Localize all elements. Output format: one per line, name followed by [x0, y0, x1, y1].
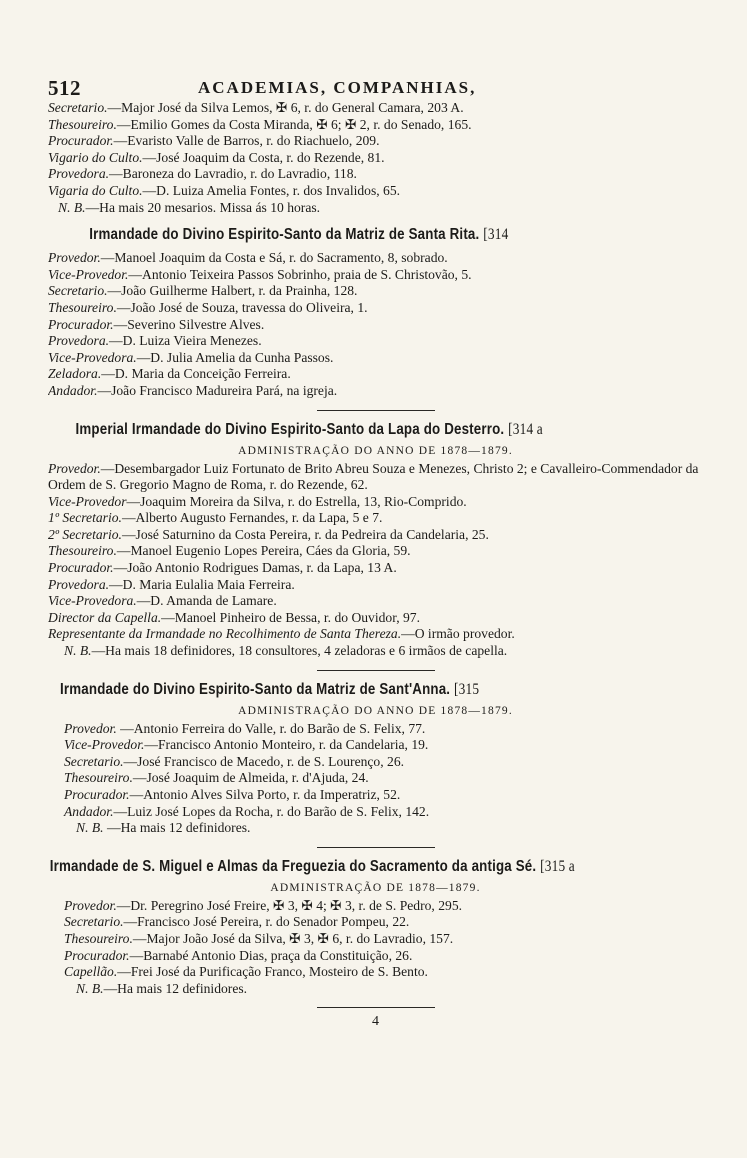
entry-text: —D. Luiza Amelia Fontes, r. dos Invalidos, 65.: [142, 182, 401, 198]
section-lapa-do-desterro: [48, 421, 703, 671]
entry-text: —Manoel Pinheiro de Bessa, r. do Ouvidor, 97.: [161, 609, 420, 625]
entry-line: [48, 964, 703, 981]
entry-role: Provedor.: [48, 250, 101, 266]
entry-role: Provedora.: [48, 333, 110, 349]
entry-role: Vice-Provedor.: [48, 266, 129, 282]
section-heading-text: Imperial Irmandade do Divino Espirito-Santo da Lapa do Desterro.: [75, 420, 505, 438]
section-heading: [48, 681, 611, 699]
entry-role: Provedor.: [64, 720, 117, 736]
entry-text: —Baroneza do Lavradio, r. do Lavradio, 118.: [109, 166, 357, 182]
entry-text: —Manoel Eugenio Lopes Pereira, Cáes da Gloria, 59.: [116, 543, 411, 559]
note-role: N. B.: [58, 199, 86, 215]
entry-role: Capellão.: [64, 964, 118, 980]
section-subheading: ADMINISTRAÇÃO DO ANNO DE 1878—1879.: [238, 704, 513, 717]
entry-text: —Severino Silvestre Alves.: [113, 316, 265, 332]
signature-mark: 4: [372, 1014, 379, 1030]
entry-role: Thesoureiro.: [48, 116, 117, 132]
entry-line: [48, 350, 703, 367]
entry-text: —D. Luiza Vieira Menezes.: [109, 333, 262, 349]
entry-text: —Francisco José Pereira, r. do Senador Pompeu, 22.: [123, 914, 410, 930]
section-heading-text: Irmandade do Divino Espirito-Santo da Matriz de Sant'Anna.: [60, 680, 451, 698]
entry-line: [48, 626, 703, 643]
entry-line: [48, 317, 703, 334]
entry-role: Provedor.: [64, 897, 117, 913]
note-line: [48, 820, 703, 837]
entry-text: —Manoel Joaquim da Costa e Sá, r. do Sacramento, 8, sobrado.: [100, 250, 448, 266]
entry-line: [48, 300, 703, 317]
page-number: 512: [48, 76, 81, 100]
entry-role: Vice-Provedor.: [64, 737, 145, 753]
entry-text: —José Francisco de Macedo, r. de S. Lourenço, 26.: [123, 753, 405, 769]
entry-role: 1º Secretario.: [48, 510, 122, 526]
entry-role: Thesoureiro.: [64, 770, 133, 786]
entry-role: Representante da Irmandade no Recolhimento de Santa Thereza.: [48, 626, 402, 642]
entry-role: Thesoureiro.: [64, 930, 133, 946]
section-divider: [317, 670, 435, 671]
entry-text: —Antonio Teixeira Passos Sobrinho, praia de S. Christovão, 5.: [128, 266, 472, 282]
entry-line: [48, 283, 703, 300]
entry-line: [48, 250, 703, 267]
note-text: —Ha mais 12 definidores.: [103, 980, 248, 996]
entry-line: [48, 721, 703, 738]
section-heading: [48, 858, 611, 876]
entry-role: Secretario.: [64, 753, 124, 769]
entry-role: Zeladora.: [48, 366, 102, 382]
section-ref: [314: [483, 226, 509, 244]
section-heading: [48, 226, 611, 244]
entry-line: [48, 931, 703, 948]
entry-role: Vice-Provedora.: [48, 349, 137, 365]
entry-role: Procurador.: [48, 316, 114, 332]
entry-role: 2º Secretario.: [48, 526, 122, 542]
note-line: [48, 981, 703, 998]
entry-line: [48, 494, 703, 511]
entry-text: —Alberto Augusto Fernandes, r. da Lapa, 5 e 7.: [121, 510, 383, 526]
entry-role: Thesoureiro.: [48, 543, 117, 559]
entry-role: Procurador.: [64, 947, 130, 963]
entry-line: [48, 183, 703, 200]
section-divider: [317, 847, 435, 848]
entry-line: [48, 560, 703, 577]
entry-line: [48, 333, 703, 350]
entry-role: Provedor.: [48, 460, 101, 476]
entry-role: Provedora.: [48, 576, 110, 592]
entry-text: —Antonio Ferreira do Valle, r. do Barão de S. Felix, 77.: [116, 720, 426, 736]
entry-text: —Emilio Gomes da Costa Miranda, ✠ 6; ✠ 2, r. do Senado, 165.: [116, 116, 472, 132]
entry-line: [48, 150, 703, 167]
entry-role: Secretario.: [64, 914, 124, 930]
entry-role: Provedora.: [48, 166, 110, 182]
entry-line: [48, 100, 703, 117]
note-role: N. B.: [64, 643, 92, 659]
entry-line: [48, 366, 703, 383]
entry-line: [48, 510, 703, 527]
section-ref: [314 a: [508, 420, 543, 438]
note-line: [48, 200, 703, 217]
section-santa-rita: [48, 226, 703, 410]
section-subheading: ADMINISTRAÇÃO DO ANNO DE 1878—1879.: [238, 444, 513, 457]
section-santanna: [48, 681, 703, 848]
intro-block: [48, 100, 703, 216]
section-ref: [315: [454, 680, 480, 698]
entry-role: Andador.: [64, 803, 114, 819]
entry-line: [48, 461, 703, 494]
running-title: ACADEMIAS, COMPANHIAS,: [198, 78, 477, 97]
section-sao-miguel-e-almas: [48, 858, 703, 1031]
entry-line: [48, 898, 703, 915]
entry-role: Procurador.: [48, 133, 114, 149]
entry-text: —José Joaquim da Costa, r. do Rezende, 81.: [142, 149, 385, 165]
entry-line: [48, 527, 703, 544]
entry-line: [48, 804, 703, 821]
note-text: —Ha mais 18 definidores, 18 consultores, 4 zeladoras e 6 irmãos de capella.: [91, 643, 508, 659]
entry-line: [48, 267, 703, 284]
entry-text: —João Antonio Rodrigues Damas, r. da Lapa, 13 A.: [113, 560, 397, 576]
entry-role: Andador.: [48, 382, 98, 398]
entry-text: —D. Amanda de Lamare.: [136, 593, 277, 609]
section-ref: [315 a: [540, 857, 575, 875]
entry-line: [48, 117, 703, 134]
section-divider: [317, 410, 435, 411]
entry-role: Vice-Provedor: [48, 493, 127, 509]
entry-text: —D. Maria da Conceição Ferreira.: [101, 366, 291, 382]
entry-text: —Desembargador Luiz Fortunato de Brito Abreu Souza e Menezes, Christo 2; e Cavalleiro-Commendador da Ordem de S. Gregorio Magno de Roma, r. do Rezende, 62.: [48, 460, 699, 493]
note-text: —Ha mais 12 definidores.: [103, 820, 251, 836]
entry-text: —D. Julia Amelia da Cunha Passos.: [136, 349, 334, 365]
entry-line: [48, 737, 703, 754]
entry-line: [48, 610, 703, 627]
entry-text: —João Guilherme Halbert, r. da Prainha, 128.: [107, 283, 358, 299]
entry-text: —José Saturnino da Costa Pereira, r. da Pedreira da Candelaria, 25.: [121, 526, 489, 542]
entry-role: Vigario do Culto.: [48, 149, 143, 165]
entry-line: [48, 770, 703, 787]
entry-text: —João José de Souza, travessa do Oliveira, 1.: [116, 299, 368, 315]
entry-text: —Dr. Peregrino José Freire, ✠ 3, ✠ 4; ✠ 3, r. de S. Pedro, 295.: [116, 897, 463, 913]
entry-text: —Major João José da Silva, ✠ 3, ✠ 6, r. do Lavradio, 157.: [132, 930, 454, 946]
section-subheading: ADMINISTRAÇÃO DE 1878—1879.: [270, 881, 481, 894]
entry-text: —D. Maria Eulalia Maia Ferreira.: [109, 576, 295, 592]
section-heading-text: Irmandade do Divino Espirito-Santo da Matriz de Santa Rita.: [89, 226, 480, 244]
entry-text: —Francisco Antonio Monteiro, r. da Candelaria, 19.: [144, 737, 429, 753]
entry-role: Secretario.: [48, 283, 108, 299]
entry-text: —Frei José da Purificação Franco, Mosteiro de S. Bento.: [117, 964, 428, 980]
entry-line: [48, 133, 703, 150]
entry-text: —Luiz José Lopes da Rocha, r. do Barão de S. Felix, 142.: [113, 803, 430, 819]
note-role: N. B.: [76, 980, 104, 996]
page-content: [48, 100, 703, 1030]
section-heading-text: Irmandade de S. Miguel e Almas da Freguezia do Sacramento da antiga Sé.: [49, 857, 537, 875]
entry-line: [48, 577, 703, 594]
entry-text: —Evaristo Valle de Barros, r. do Riachuelo, 209.: [113, 133, 380, 149]
section-heading: [48, 421, 611, 439]
entry-line: [48, 543, 703, 560]
entry-text: —Antonio Alves Silva Porto, r. da Imperatriz, 52.: [129, 787, 401, 802]
entry-role: Director da Capella.: [48, 609, 162, 625]
entry-text: —Joaquim Moreira da Silva, r. do Estrella, 13, Rio-Comprido.: [126, 493, 467, 509]
entry-text: —Barnabé Antonio Dias, praça da Constituição, 26.: [129, 947, 413, 963]
section-divider: [317, 1007, 435, 1008]
entry-line: [48, 787, 703, 804]
entry-role: Thesoureiro.: [48, 299, 117, 315]
entry-line: [48, 383, 703, 400]
entry-role: Vice-Provedora.: [48, 593, 137, 609]
entry-text: —O irmão provedor.: [401, 626, 515, 642]
entry-line: [48, 914, 703, 931]
note-text: —Ha mais 20 mesarios. Missa ás 10 horas.: [85, 199, 321, 215]
note-line: [48, 643, 703, 660]
running-head: [48, 76, 703, 98]
entry-line: [48, 948, 703, 965]
entry-text: —José Joaquim de Almeida, r. d'Ajuda, 24.: [132, 770, 369, 786]
note-role: N. B.: [76, 820, 104, 836]
entry-role: Procurador.: [48, 560, 114, 576]
entry-line: [48, 754, 703, 771]
entry-text: —João Francisco Madureira Pará, na igreja.: [97, 382, 338, 398]
entry-line: [48, 166, 703, 183]
entry-role: Vigaria do Culto.: [48, 182, 143, 198]
entry-line: [48, 593, 703, 610]
entry-text: —Major José da Silva Lemos, ✠ 6, r. do General Camara, 203 A.: [107, 100, 464, 115]
entry-role: Secretario.: [48, 100, 108, 115]
entry-role: Procurador.: [64, 787, 130, 802]
